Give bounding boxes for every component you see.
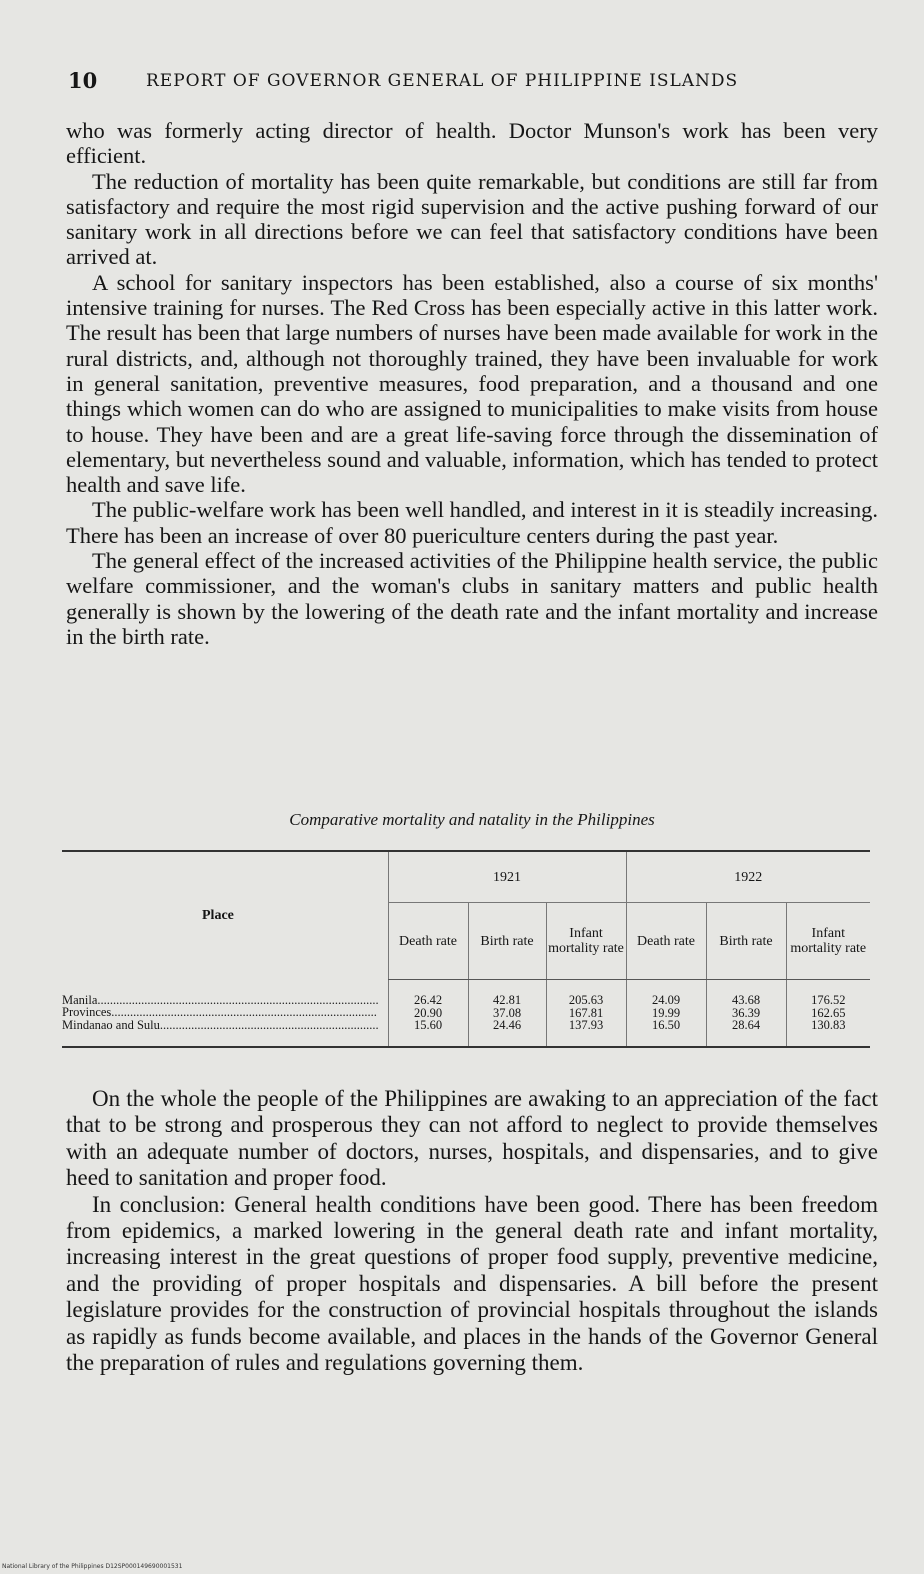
body-text-top bbox=[66, 118, 878, 649]
cell-value: 24.46 bbox=[492, 1018, 522, 1032]
cell-value: 15.60 bbox=[413, 1018, 443, 1032]
cell-value: 137.93 bbox=[568, 1018, 604, 1032]
paragraph: who was formerly acting director of health. Doctor Munson's work has been very efficient. bbox=[66, 118, 878, 169]
row-label: Manila.......................................................................................... bbox=[62, 992, 379, 1007]
cell-value: 205.63 bbox=[568, 993, 604, 1007]
value-column bbox=[388, 980, 468, 1047]
body-text-bottom bbox=[66, 1086, 878, 1376]
column-header: Birth rate bbox=[706, 903, 786, 980]
cell-value: 37.08 bbox=[492, 1005, 522, 1020]
year-header-1921: 1921 bbox=[388, 851, 626, 903]
value-column bbox=[546, 980, 626, 1047]
cell-value: 130.83 bbox=[811, 1018, 846, 1032]
table-caption: Comparative mortality and natality in the Philippines bbox=[289, 810, 655, 829]
cell-value: 26.42 bbox=[413, 993, 443, 1007]
paragraph: The general effect of the increased activities of the Philippine health service, the public welfare commissioner, and the woman's clubs in sanitary matters and public health generally is shown by the lowering of the death rate and the infant mortality and increase in the birth rate. bbox=[66, 548, 878, 649]
cell-value: 36.39 bbox=[731, 1005, 761, 1020]
place-header: Place bbox=[62, 851, 388, 980]
column-header: Infant mortality rate bbox=[546, 903, 626, 980]
cell-value: 42.81 bbox=[492, 993, 522, 1007]
column-header: Infant mortality rate bbox=[786, 903, 870, 980]
mortality-table bbox=[62, 850, 870, 1048]
row-label: Mindanao and Sulu...................................................................... bbox=[62, 1017, 379, 1032]
cell-value: 20.90 bbox=[413, 1005, 443, 1020]
column-header: Death rate bbox=[388, 903, 468, 980]
column-header: Birth rate bbox=[468, 903, 546, 980]
value-column bbox=[786, 980, 870, 1047]
cell-value: 162.65 bbox=[811, 1005, 846, 1020]
paragraph: On the whole the people of the Philippines are awaking to an appreciation of the fact that to be strong and prosperous they can not afford to neglect to provide themselves with an adequate number of doctors, nurses, hospitals, and dispensaries, and to give heed to sanitation and proper food. bbox=[66, 1086, 878, 1191]
header-title: REPORT OF GOVERNOR GENERAL OF PHILIPPINE ISLANDS bbox=[146, 71, 739, 91]
place-column bbox=[62, 980, 388, 1047]
cell-value: 167.81 bbox=[568, 1005, 604, 1020]
cell-value: 43.68 bbox=[731, 993, 761, 1007]
table-body-row bbox=[62, 980, 870, 1047]
cell-value: 176.52 bbox=[811, 993, 846, 1007]
running-header bbox=[68, 68, 876, 94]
cell-value: 16.50 bbox=[651, 1018, 681, 1032]
paragraph: The public-welfare work has been well handled, and interest in it is steadily increasing. There has been an increase of over 80 puericulture centers during the past year. bbox=[66, 497, 878, 548]
scan-footer: National Library of the Philippines D12SP000149690001531 bbox=[2, 1563, 183, 1570]
value-column bbox=[468, 980, 546, 1047]
cell-value: 24.09 bbox=[651, 993, 681, 1007]
cell-value: 19.99 bbox=[651, 1005, 681, 1020]
year-header-1922: 1922 bbox=[626, 851, 870, 903]
paragraph: The reduction of mortality has been quite remarkable, but conditions are still far from satisfactory and require the most rigid supervision and the active pushing forward of our sanitary work in all directions before we can feel that satisfactory conditions have been arrived at. bbox=[66, 168, 878, 270]
value-column bbox=[626, 980, 706, 1047]
column-header: Death rate bbox=[626, 903, 706, 980]
paragraph: In conclusion: General health conditions have been good. There has been freedom from epidemics, a marked lowering in the general death rate and infant mortality, increasing interest in the great questions of proper food supply, preventive medicine, and the providing of proper hospitals and dispensaries. A bill before the present legislature provides for the construction of provincial hospitals throughout the islands as rapidly as funds become available, and places in the hands of the Governor General the preparation of rules and regulations governing them. bbox=[66, 1191, 878, 1376]
paragraph: A school for sanitary inspectors has been established, also a course of six months' intensive training for nurses. The Red Cross has been especially active in this latter work. The result has been that large numbers of nurses have been made available for work in the rural districts, and, although not thoroughly trained, they have been invaluable for work in general sanitation, preventive measures, food preparation, and a thousand and one things which women can do who are assigned to municipalities to make visits from house to house. They have been and are a great life-saving force through the dissemination of elementary, but nevertheless sound and valuable, information, which has tended to protect health and save life. bbox=[66, 269, 878, 498]
value-column bbox=[706, 980, 786, 1047]
page-number: 10 bbox=[68, 68, 98, 93]
cell-value: 28.64 bbox=[731, 1018, 761, 1032]
row-label: Provinces..................................................................................... bbox=[62, 1005, 377, 1019]
